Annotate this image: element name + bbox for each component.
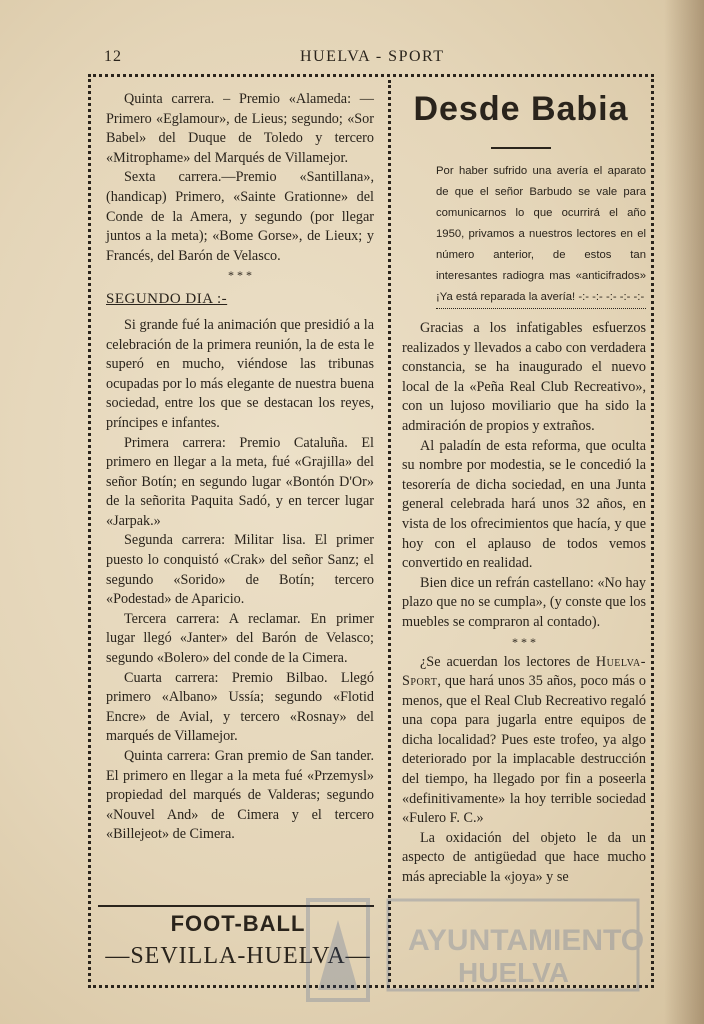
svg-text:AYUNTAMIENTO: AYUNTAMIENTO [408, 924, 645, 957]
paragraph: Quinta carrera: Gran premio de San tander. El primero en llegar a la meta fué «Przemysl» propiedad del marqués de Valderas; segundo «Nouvel And» de Cimera y el tercero «Billejeot» de Cimera. [106, 748, 374, 843]
publication-name: Huelva-Sport [402, 653, 646, 690]
paragraph: Bien dice un refrán castellano: «No hay plazo que no se cumpla», (y conste que los muebles se compraron al contado). [402, 574, 646, 630]
left-column [106, 90, 374, 845]
right-column [392, 90, 650, 888]
page-header-title: HUELVA - SPORT [300, 48, 445, 65]
paragraph: Primera carrera: Premio Cataluña. El primero en llegar a la meta, fué «Grajilla» del señor Botín; en segundo lugar «Bontón D'Or» de la señorita Paquita Sadó, y en tercer lugar «Jarpak.» [106, 434, 374, 529]
page-number: 12 [104, 48, 122, 65]
section-heading: SEGUNDO DIA :- [106, 291, 228, 308]
paragraph: Al paladín de esta reforma, que oculta su nombre por modestia, se le concedió la tesorería de dicha sociedad, en una Junta general celebrada hará unos 32 años, en vista de los ofrecimientos que hacía, y que hoy con el aplauso de todos vemos convertido en realidad. [402, 437, 646, 572]
paragraph: Quinta carrera. – Premio «Alameda: —Primero «Eglamour», de Lieus; segundo; «Sor Babel» del Duque de Toledo y tercero «Mitrophame» del Marqués de Villamejor. [106, 91, 374, 166]
column-title: Desde Babia [413, 90, 629, 128]
asterism-separator: * * * [228, 268, 252, 283]
paragraph: Si grande fué la animación que presidió a la celebración de la primera reunión, la de esta le superó en mucho, viéndose las tribunas ocupadas por lo más elegante de nuestra buena sociedad, entre los que se destacan los reyes, príncipes e infantes. [106, 316, 374, 431]
title-rule [491, 147, 551, 149]
asterism-separator: * * * [512, 634, 536, 649]
foot-ball-subtitle: —SEVILLA-HUELVA— [105, 943, 371, 969]
paragraph: Gracias a los infatigables esfuerzos realizados y llevados a cabo con verdadera constancia, se ha inaugurado el nuevo local de la «Peña Real Club Recreativo», con un lujoso moviliario que ha sido la admiración de propios y extraños. [402, 320, 646, 434]
archive-stamp-watermark [298, 880, 658, 1010]
paragraph: Cuarta carrera: Premio Bilbao. Llegó primero «Albano» Ussía; segundo «Flotid Encre» de Avial, y tercero «Rosnay» del marqués de Villamejor. [106, 669, 374, 745]
foot-ball-title: FOOT-BALL [170, 911, 306, 936]
paragraph: La oxidación del objeto le da un aspecto de antigüedad que hace mucho más apreciable la «joya» y se [402, 829, 646, 886]
column-divider [388, 80, 391, 982]
text-span: , que hará unos 35 años, poco más o menos, que el Real Club Recreativo regaló una copa para jugarla entre equipos de dicha localidad? Pues este trofeo, ya algo deteriorado por la implacable destrucción del tiempo, ha llegado por fin a poseerla «definitivamente» la hoy terrible sociedad «Fulero F. C.» [402, 673, 646, 827]
notice-box [392, 161, 650, 309]
page-header [0, 46, 704, 72]
page-edge-shadow [664, 0, 704, 1024]
notice-text: Por haber sufrido una avería el aparato de que el señor Barbudo se vale para comunicarnos lo que ocurrirá el año 1950, privamos a nuestros lectores en el número anterior, de estos tan interesantes radiogra mas «anticifrados» ¡Ya está reparada la avería! -:- -:- -:- -:- -:- [436, 161, 646, 309]
paragraph: Tercera carrera: A reclamar. En primer lugar llegó «Janter» del Barón de Velasco; segundo «Bolero» del conde de la Cimera. [106, 610, 374, 667]
paragraph: Segunda carrera: Militar lisa. El primer puesto lo conquistó «Crak» del señor Sanz; el segundo «Sorido» de Botín; tercero «Podestad» de Aparicio. [106, 532, 374, 608]
paragraph: Sexta carrera.—Premio «Santillana», (handicap) Primero, «Sainte Grationne» del Conde de la Amera, y segundo (por llegar juntos a la meta); «Bome Gorse», de Lieux; y Francés, del Barón de Velasco. [106, 169, 374, 264]
paragraph [402, 653, 646, 829]
text-span: ¿Se acuerdan los lectores de [420, 653, 596, 670]
right-column-body [402, 319, 646, 888]
svg-text:HUELVA: HUELVA [458, 957, 569, 988]
